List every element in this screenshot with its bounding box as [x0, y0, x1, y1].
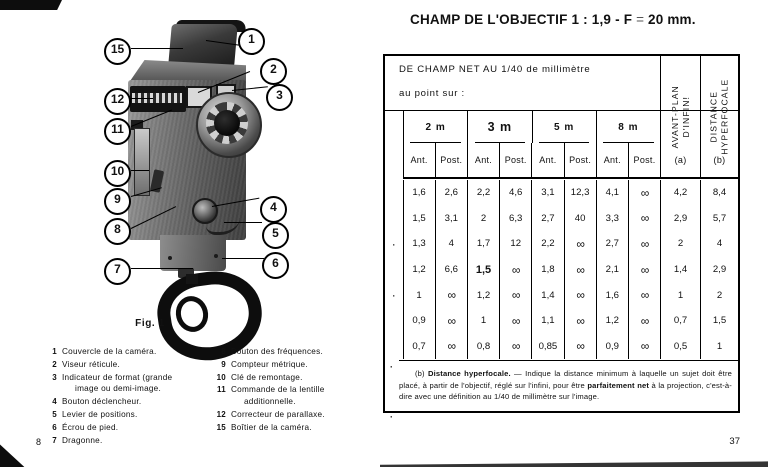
legend-label: Clé de remontage. — [231, 372, 303, 382]
legend-column-left — [44, 346, 195, 447]
leader-line-5 — [224, 222, 262, 223]
camera-viewfinder-icon — [168, 24, 238, 66]
cell-col-a: 2 — [661, 231, 701, 257]
cell-col-b: 8,4 — [712, 187, 727, 199]
cell-8m-ant: 2,1 — [597, 257, 629, 283]
cell-2m-ant: 0,9 — [404, 308, 436, 334]
table-row — [385, 334, 738, 360]
list-item — [44, 359, 195, 371]
row-mark — [385, 257, 404, 283]
footnote-label: (b) — [415, 369, 425, 378]
cell-col-b: 5,7 — [712, 212, 727, 224]
table-header-text — [399, 64, 591, 99]
callout-10[interactable]: 10 — [104, 160, 131, 187]
legend-label: Viseur réticule. — [62, 359, 121, 369]
cell-3m-ant: 1,5 — [468, 257, 500, 283]
leader-line-7 — [131, 268, 193, 269]
table-row — [385, 257, 738, 283]
cell-5m-ant: 1,1 — [532, 308, 564, 334]
camera-rivet-icon — [214, 254, 218, 258]
legend-label — [231, 384, 364, 407]
footnote-emphasis: parfaitement net — [587, 380, 650, 390]
cell-col-a: 0,7 — [661, 308, 701, 334]
group-header-5m: 5 m — [533, 111, 597, 143]
callout-8[interactable]: 8 — [104, 218, 131, 245]
page-number-right: 37 — [729, 436, 740, 447]
list-item — [213, 359, 364, 371]
cell-8m-ant: 3,3 — [597, 206, 629, 232]
cell-5m-post: ∞ — [565, 308, 597, 334]
leader-line-12 — [131, 98, 153, 99]
legend-label-line1: Indicateur de format (grande — [62, 372, 173, 382]
subheader-8m-post: Post. — [629, 143, 661, 177]
camera-lens-glass — [214, 110, 240, 136]
legend-label-line2: image ou demi-image. — [75, 384, 162, 394]
cell-5m-ant: 0,85 — [532, 334, 564, 360]
legend-label: Boîtier de la caméra. — [231, 422, 312, 432]
cell-3m-post: ∞ — [500, 257, 532, 283]
cell-3m-post: ∞ — [500, 308, 532, 334]
list-item — [44, 346, 195, 358]
subheader-8m-ant: Ant. — [597, 143, 629, 177]
cell-3m-ant: 2 — [468, 206, 500, 232]
cell-3m-post: 6,3 — [500, 206, 532, 232]
camera-strap-mount — [186, 274, 198, 284]
subheader-col-b: (b) — [713, 155, 726, 165]
cell-col-b: 1 — [716, 340, 723, 352]
cell-5m-ant: 2,7 — [532, 206, 564, 232]
camera-winding-key — [134, 128, 150, 196]
legend-number: 15 — [216, 422, 226, 432]
legend-label: Couvercle de la caméra. — [62, 347, 157, 356]
row-mark — [385, 180, 404, 206]
page-title-equals: = — [636, 12, 645, 27]
cell-col-a: 1 — [661, 282, 701, 308]
group-header-3m: 3 m — [468, 111, 532, 143]
subheader-2m-ant: Ant. — [404, 143, 436, 177]
cell-2m-ant: 1 — [404, 282, 436, 308]
cell-5m-post: 40 — [565, 206, 597, 232]
footnote — [399, 368, 732, 403]
legend-number: 12 — [216, 409, 226, 419]
callout-15[interactable]: 15 — [104, 38, 131, 65]
cell-col-b: 2,9 — [712, 264, 727, 276]
table-subheader-rule — [403, 177, 738, 179]
cell-col-b: 1,5 — [712, 315, 727, 327]
cell-col-a: 4,2 — [661, 180, 701, 206]
table-mark-column-spacer — [385, 111, 404, 143]
callout-2[interactable]: 2 — [260, 58, 287, 85]
legend-column-right — [213, 346, 364, 447]
cell-2m-ant: 1,3 — [404, 231, 436, 257]
legend-number: 3 — [52, 372, 57, 382]
cell-8m-post: ∞ — [629, 282, 661, 308]
hyperfocale-line1: DISTANCE — [708, 90, 719, 143]
cell-8m-ant: 2,7 — [597, 231, 629, 257]
camera-figure — [0, 10, 380, 340]
cell-8m-ant: 1,2 — [597, 308, 629, 334]
cell-8m-ant: 4,1 — [597, 180, 629, 206]
table-header-line2: au point sur : — [399, 88, 465, 99]
callout-7[interactable]: 7 — [104, 258, 131, 285]
hyperfocale-line2: HYPERFOCALE — [719, 78, 730, 155]
cell-8m-post: ∞ — [629, 231, 661, 257]
column-header-avant-plan-text — [670, 85, 691, 148]
cell-3m-post: ∞ — [500, 282, 532, 308]
list-item — [44, 422, 195, 434]
cell-col-a: 1,4 — [661, 257, 701, 283]
footnote-mark-top: · — [390, 362, 393, 372]
legend-number: 10 — [216, 372, 226, 382]
cell-col-b: 2 — [716, 289, 723, 301]
cell-8m-post: ∞ — [629, 206, 661, 232]
cell-5m-ant: 1,4 — [532, 282, 564, 308]
legend-number: 2 — [52, 359, 57, 369]
legend-number: 8 — [221, 347, 226, 356]
depth-of-field-table — [383, 54, 740, 422]
footnote-rule — [399, 360, 738, 361]
cell-3m-ant: 1,7 — [468, 231, 500, 257]
subheader-2m-post: Post. — [436, 143, 468, 177]
subheader-col-a: (a) — [661, 143, 701, 177]
legend-number: 4 — [52, 397, 57, 407]
cell-5m-ant: 1,8 — [532, 257, 564, 283]
table-row — [385, 308, 738, 334]
cell-3m-ant: 2,2 — [468, 180, 500, 206]
row-mark — [385, 334, 404, 360]
legend-number: 1 — [52, 347, 57, 356]
footnote-body1: Indique la distance minimum à laquelle un sujet doit être placé, à partir de l'objectif, réglé sur l'infini, pour être — [399, 369, 732, 390]
cell-2m-post: ∞ — [436, 334, 468, 360]
cell-3m-ant: 1,2 — [468, 282, 500, 308]
cell-3m-ant: 1 — [468, 308, 500, 334]
callout-9[interactable]: 9 — [104, 188, 131, 215]
cell-5m-post: ∞ — [565, 231, 597, 257]
cell-3m-post: ∞ — [500, 334, 532, 360]
callout-1[interactable]: 1 — [238, 28, 265, 55]
cell-2m-ant: 0,7 — [404, 334, 436, 360]
cell-5m-ant: 2,2 — [532, 231, 564, 257]
table-row — [385, 282, 738, 308]
cell-2m-post: 2,6 — [436, 180, 468, 206]
cell-8m-ant: 0,9 — [597, 334, 629, 360]
legend-number: 6 — [52, 422, 57, 432]
cell-2m-ant: 1,2 — [404, 257, 436, 283]
callout-11[interactable]: 11 — [104, 118, 131, 145]
legend-label: Compteur métrique. — [231, 359, 308, 369]
cell-8m-post: ∞ — [629, 308, 661, 334]
cell-3m-ant: 0,8 — [468, 334, 500, 360]
cell-2m-post: 3,1 — [436, 206, 468, 232]
cell-col-a: 0,5 — [661, 334, 701, 360]
legend-label-line1: Commande de la lentille — [231, 385, 325, 395]
footnote-body2: à la projection, c'est-à-dire avec une définition au 1/40 de millimètre sur l'image. — [399, 380, 732, 402]
legend-label: Levier de positions. — [62, 409, 138, 419]
subheader-5m-ant: Ant. — [532, 143, 564, 177]
table-subheader-row — [385, 143, 738, 177]
callout-3[interactable]: 3 — [266, 84, 293, 111]
legend-label: Bouton déclencheur. — [62, 397, 142, 407]
group-header-2m: 2 m — [404, 111, 468, 143]
cell-2m-post: 6,6 — [436, 257, 468, 283]
table-row — [385, 180, 738, 206]
page-number-left: 8 — [36, 437, 42, 447]
cell-2m-post: ∞ — [436, 308, 468, 334]
subheader-5m-post: Post. — [565, 143, 597, 177]
cell-5m-post: ∞ — [565, 257, 597, 283]
camera-rivet-icon — [168, 256, 172, 260]
leader-line-15 — [131, 48, 183, 49]
page-title — [410, 12, 696, 27]
cell-3m-post: 12 — [500, 231, 532, 257]
row-mark: · — [385, 282, 404, 308]
cell-8m-post: ∞ — [629, 180, 661, 206]
legend-number: 9 — [221, 359, 226, 369]
callout-5[interactable]: 5 — [262, 222, 289, 249]
list-item — [213, 346, 364, 358]
cell-2m-ant: 1,5 — [404, 206, 436, 232]
group-header-8m: 8 m — [597, 111, 660, 143]
avant-plan-line2: D'INFIN! — [680, 95, 691, 138]
cell-col-b: 4 — [716, 238, 723, 250]
subheader-3m-ant: Ant. — [468, 143, 500, 177]
callout-4[interactable]: 4 — [260, 196, 287, 223]
page-title-main: CHAMP DE L'OBJECTIF 1 : 1,9 - F — [410, 12, 633, 27]
cell-2m-post: ∞ — [436, 282, 468, 308]
subheader-3m-post: Post. — [500, 143, 532, 177]
left-page — [0, 0, 380, 467]
cell-8m-post: ∞ — [629, 334, 661, 360]
list-item — [213, 372, 364, 384]
cell-8m-ant: 1,6 — [597, 282, 629, 308]
avant-plan-line1: AVANT-PLAN — [669, 84, 680, 149]
legend-number: 7 — [52, 435, 57, 445]
callout-6[interactable]: 6 — [262, 252, 289, 279]
footnote-mark-bottom: · — [390, 412, 393, 422]
table-group-header-row — [385, 111, 660, 143]
right-page — [380, 0, 768, 467]
figure-legend — [44, 346, 364, 447]
table-row — [385, 206, 738, 232]
list-item — [44, 372, 195, 395]
list-item — [44, 396, 195, 408]
list-item — [44, 409, 195, 421]
table-header-line1: DE CHAMP NET AU 1/40 de millimètre — [399, 64, 591, 75]
list-item — [44, 435, 195, 447]
cell-5m-post: 12,3 — [565, 180, 597, 206]
list-item — [213, 422, 364, 434]
legend-label: Écrou de pied. — [62, 422, 119, 432]
footnote-dash: — — [514, 369, 522, 378]
camera-lower-body — [160, 235, 226, 271]
cell-5m-post: ∞ — [565, 334, 597, 360]
list-item — [213, 409, 364, 421]
page-title-tail: 20 mm. — [647, 12, 696, 27]
row-mark — [385, 308, 404, 334]
legend-label — [62, 372, 195, 395]
cell-5m-ant: 3,1 — [532, 180, 564, 206]
legend-label-line2: additionnelle. — [244, 397, 296, 407]
table-row — [385, 231, 738, 257]
figure-caption: Fig. 1 — [135, 318, 165, 329]
cell-col-a: 2,9 — [661, 206, 701, 232]
callout-12[interactable]: 12 — [104, 88, 131, 115]
row-mark — [385, 206, 404, 232]
legend-number: 11 — [217, 385, 226, 395]
row-mark: · — [385, 231, 404, 257]
list-item — [213, 384, 364, 407]
leader-line-10 — [131, 170, 149, 171]
table-mark-column-spacer — [385, 143, 404, 177]
cell-2m-post: 4 — [436, 231, 468, 257]
legend-label: Bouton des fréquences. — [231, 347, 323, 356]
legend-label: Correcteur de parallaxe. — [231, 409, 325, 419]
legend-number: 5 — [52, 409, 57, 419]
cell-2m-ant: 1,6 — [404, 180, 436, 206]
cell-3m-post: 4,6 — [500, 180, 532, 206]
cell-5m-post: ∞ — [565, 282, 597, 308]
leader-line-6 — [222, 258, 264, 259]
footnote-term: Distance hyperfocale. — [428, 369, 511, 378]
cell-8m-post: ∞ — [629, 257, 661, 283]
legend-label: Dragonne. — [62, 435, 103, 445]
table-body — [385, 180, 738, 359]
